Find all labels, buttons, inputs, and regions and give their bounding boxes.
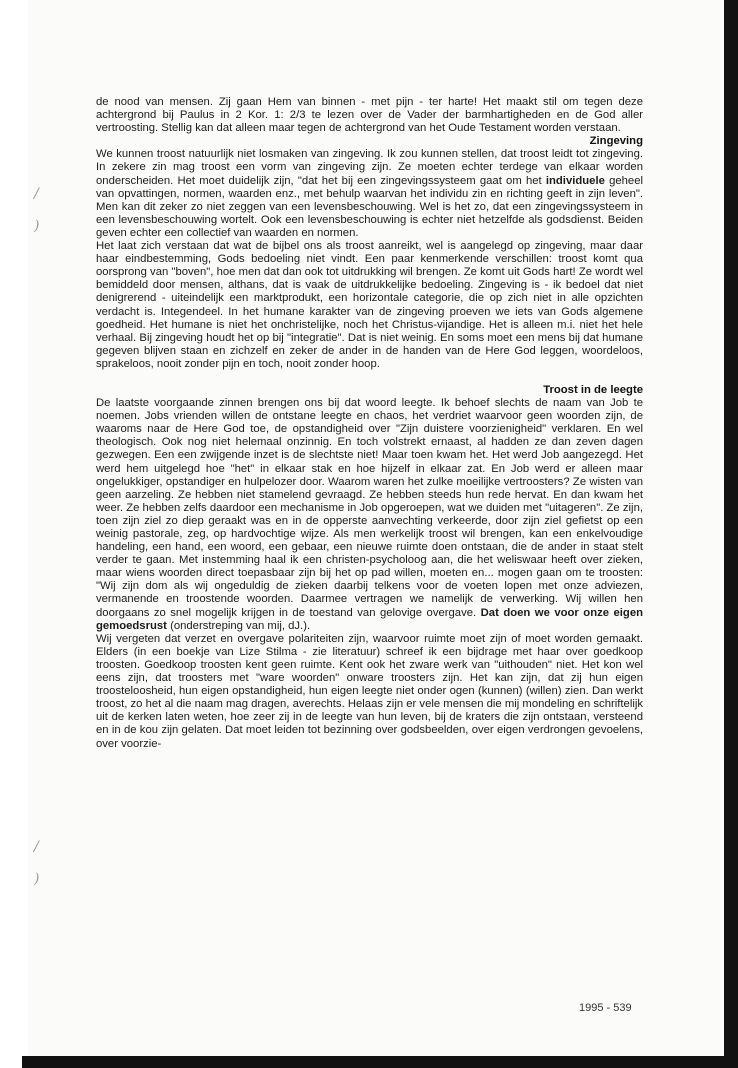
margin-annotation-mark: ) [34, 871, 40, 887]
body-paragraph [96, 633, 643, 751]
paragraph-text: de nood van mensen. Zij gaan Hem van binnen - met pijn - ter harte! Het maakt stil om tegen deze achtergrond bij Paulus in 2 Kor. 1: 2/3 te lezen over de Vader der barmhartigheden en de God aller vertroosting. Stellig kan dat alleen maar tegen de achtergrond van het Oude Testament worden verstaan. [96, 96, 643, 135]
emphasis-text: individuele [545, 174, 605, 187]
scan-edge-right [724, 0, 738, 1068]
body-paragraph [96, 96, 643, 135]
paragraph-text: (onderstreping van mij, dJ.). [166, 619, 311, 632]
margin-annotation-mark: ) [34, 218, 40, 234]
section-heading: Zingeving [589, 135, 643, 148]
emphasis-text: Dat doen we voor onze eigen gemoedsrust [96, 606, 644, 632]
page-number: 1995 - 539 [579, 1002, 632, 1014]
section-heading: Troost in de leegte [543, 383, 643, 396]
paragraph-text: Het laat zich verstaan dat wat de bijbel ons als troost aanreikt, wel is aangelegd op zingeving, maar daar haar eindbestemming, Gods bedoeling niet vindt. Een paar kenmerkende verschillen: troost komt qua oorsprong van "boven", hoe men dat dan ook tot uitdrukking wil brengen. Ze komt uit Gods hart! Ze wordt wel bemiddeld door mensen, althans, dat is vaak de uitdrukkelijke bedoeling. Zingeving is - ik bedoel dat niet denigrerend - uiteindelijk een marktprodukt, een horizontale categorie, die op zich niet in alle opzichten verdacht is. Integendeel. In het humane karakter van de zingeving proeven we iets van Gods algemene goedheid. Het humane is niet het onchristelijke, noch het Christus-vijandige. Het is alleen m.i. niet het hele verhaal. Bij zingeving houdt het op bij "integratie". Dat is niet weinig. En soms moet een mens bij dat humane gegeven blijven staan en zichzelf en zeker de ander in de handen van de Here God leggen, woordeloos, sprakeloos, nooit zonder pijn en toch, nooit zonder hoop. [96, 240, 643, 370]
margin-annotation-mark: / [34, 839, 39, 855]
scan-edge-bottom [22, 1056, 738, 1068]
margin-annotation-mark: / [34, 186, 39, 202]
paragraph-text: We kunnen troost natuurlijk niet losmaken van zingeving. Ik zou kunnen stellen, dat troost leidt tot zingeving. In zekere zin mag troost een vorm van zingeving zijn. Ze moeten echter terdege van elkaar worden onderscheiden. Het moet duidelijk zijn, "dat het bij een zingevingssysteem gaat om het [96, 148, 643, 187]
article-body [96, 96, 643, 751]
body-paragraph [96, 240, 643, 371]
paragraph-text: De laatste voorgaande zinnen brengen ons bij dat woord leegte. Ik behoef slechts de naam van Job te noemen. Jobs vrienden willen de ontstane leegte en chaos, het verdriet waarvoor geen woorden zijn, de waaroms naar de Here God toe, de opstandigheid over "Zijn duistere voorzienigheid" verklaren. En wel theologisch. Ook nog niet helemaal onzinnig. En toch volstrekt ernaast, al hadden ze dan zeven dagen gezwegen. Een een zwijgende inzet is de slechtste niet! Maar toen kwam het. Het werd Job aangezegd. Het werd hem uitgelegd hoe "het" in elkaar stak en hoe hijzelf in elkaar zat. En Job werd er alleen maar ongelukkiger, opstandiger en hulpelozer door. Waarom waren het zulke moeilijke vertroosters? Ze wisten van geen aarzeling. Ze hebben niet stamelend gevraagd. Ze hebben steeds hun rede hervat. En dan kwam het weer. Ze hebben zelfs daardoor een mechanisme in Job opgeroepen, wat we duiden met "uitageren". Ze zijn, toen zijn ziel zo diep geraakt was en in de opperste aanvechting verkeerde, door zijn ziel gefietst op een weinig pastorale, zeg, op hardvochtige wijze. Als men werkelijk troost wil brengen, kan een enkelvoudige handeling, een hand, een woord, een gebaar, een nieuwe ruimte doen ontstaan, die de ander in staat stelt verder te gaan. Met instemming haal ik een christen-psycholoog aan, die het weliswaar heeft over zieken, maar wiens woorden direct toepasbaar zijn bij het op pad willen, moeten en... mogen gaan om te troosten: "Wij zijn dom als wij ongeduldig de zieken daarbij telkens voor de voeten lopen met onze adviezen, vermanende en troostende woorden. Daarmee vertragen we namelijk de verwerking. Wij willen hen doorgaans zo snel mogelijk krijgen in de toestand van gelovige overgave. [96, 397, 643, 619]
paragraph-text: Wij vergeten dat verzet en overgave polariteiten zijn, waarvoor ruimte moet zijn of moet worden gemaakt. Elders (in een boekje van Lize Stilma - zie literatuur) schreef ik een bijdrage met haar over goedkoop troosten. Goedkoop troosten kent geen ruimte. Kent ook het zware werk van "uithouden" niet. Het kon wel eens zijn, dat troosters met "ware woorden" onware troosters zijn. Het kan zijn, dat zij hun eigen troosteloosheid, hun eigen opstandigheid, hun eigen leegte niet onder ogen (kunnen) (willen) zien. Dan werkt troost, zo het al die naam mag dragen, averechts. Helaas zijn er vele mensen die mij mondeling en schriftelijk uit de kerken laten weten, hoe zeer zij in de leegte van hun leven, bij de kraters die zijn ontstaan, versteend en in de kou zijn gelaten. Dat moet leiden tot bezinning over godsbeelden, over eigen verdrongen gevoelens, over voorzie- [96, 632, 643, 750]
body-paragraph [96, 148, 643, 240]
body-paragraph [96, 397, 643, 633]
paragraph-text: geheel van opvattingen, normen, waarden enz., met behulp waarvan het individu zin en richting geeft in zijn leven". Men kan dit zeker zo niet zeggen van een levensbeschouwing. Wel is het zo, dat een zingevingssysteem in een levensbeschouwing wortelt. Ook een levensbeschouwing is echter niet hetzelfde als godsdienst. Beiden geven echter een collectief van waarden en normen. [96, 174, 643, 239]
